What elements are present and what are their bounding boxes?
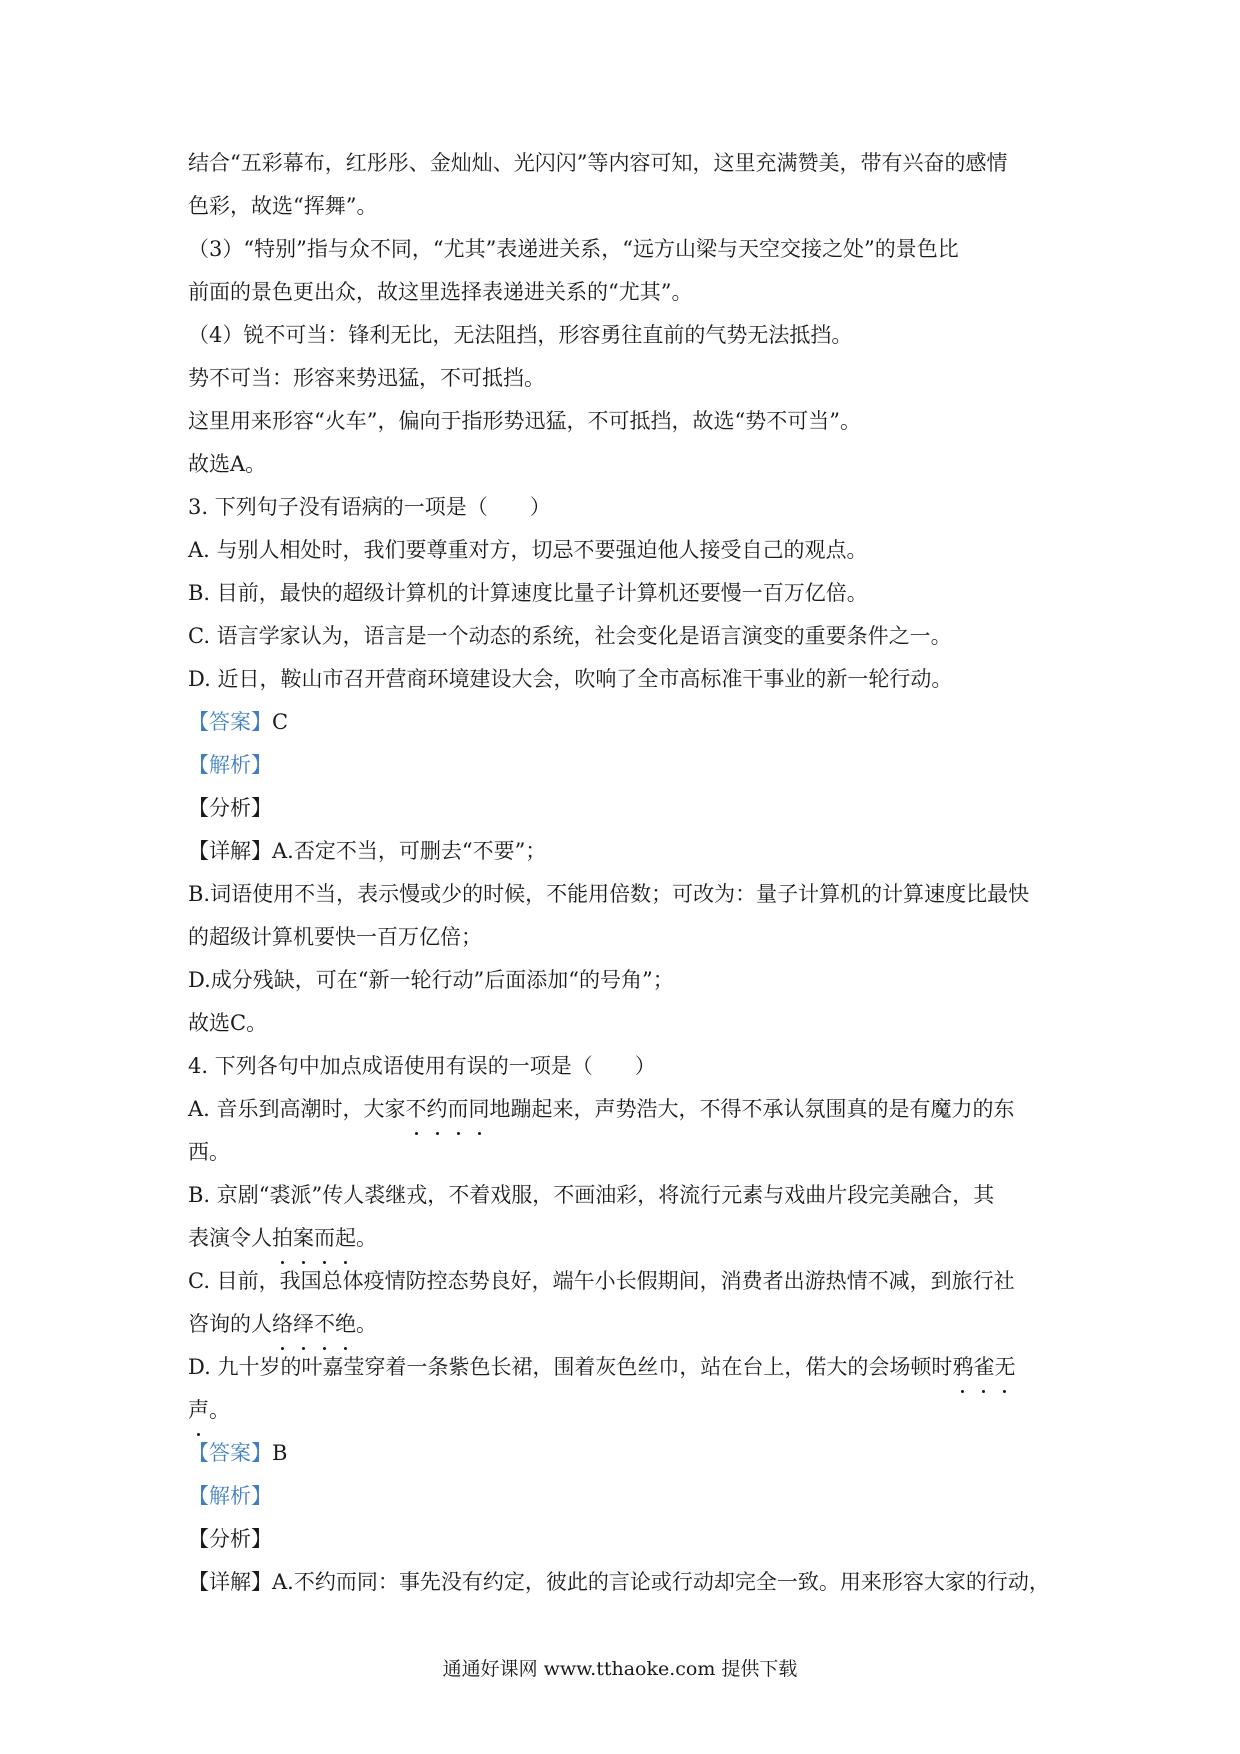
text-line: （4）锐不可当：锋利无比，无法阻挡，形容勇往直前的气势无法抵挡。 xyxy=(188,323,853,347)
option-text: 表演令人 xyxy=(188,1226,272,1250)
answer-label: 【答案】 xyxy=(188,710,272,734)
detail-text: A.不约而同：事先没有约定，彼此的言论或行动却完全一致。用来形容大家的行动， xyxy=(272,1570,1050,1594)
q3-detail-1 xyxy=(188,830,1058,873)
q4-option-c: C. 目前，我国总体疫情防控态势良好，端午小长假期间，消费者出游热情不减，到旅行社 xyxy=(188,1269,1015,1293)
detail-text: A.否定不当，可删去“不要”； xyxy=(272,839,547,863)
text-line: 结合“五彩幕布，红彤彤、金灿灿、光闪闪”等内容可知，这里充满赞美，带有兴奋的感情 xyxy=(188,151,1008,175)
dotted-char: 案 xyxy=(293,1217,314,1260)
answer-label: 【答案】 xyxy=(188,1441,272,1465)
q3-option-a: A. 与别人相处时，我们要尊重对方，切忌不要强迫他人接受自己的观点。 xyxy=(188,538,868,562)
q3-option-b: B. 目前，最快的超级计算机的计算速度比量子计算机还要慢一百万亿倍。 xyxy=(188,581,868,605)
option-text: 。 xyxy=(209,1398,230,1422)
option-text: D. 九十岁的叶嘉莹穿着一条紫色长裙，围着灰色丝巾，站在台上，偌大的会场顿时 xyxy=(188,1355,953,1379)
q4-option-d-cont xyxy=(188,1389,1058,1432)
q4-answer xyxy=(188,1432,1058,1475)
dotted-idiom xyxy=(272,1312,356,1336)
analysis-label: 【解析】 xyxy=(188,753,272,777)
page-footer: 通通好课网 www.tthaoke.com 提供下载 xyxy=(442,1658,798,1680)
detail-label: 【详解】 xyxy=(188,839,272,863)
q4-option-b: B. 京剧“裘派”传人裘继戎，不着戏服，不画油彩，将流行元素与戏曲片段完美融合，其 xyxy=(188,1183,995,1207)
q4-option-a-cont: 西。 xyxy=(188,1140,230,1164)
q4-option-b-cont xyxy=(188,1217,1058,1260)
dotted-char: 不 xyxy=(406,1088,427,1131)
q4-analysis xyxy=(188,1475,1058,1518)
text-line: 色彩，故选“挥舞”。 xyxy=(188,194,378,218)
q4-fenxi xyxy=(188,1518,1058,1561)
text-line: （3）“特别”指与众不同，“尤其”表递进关系，“远方山梁与天空交接之处”的景色比 xyxy=(188,237,959,261)
q3-option-c: C. 语言学家认为，语言是一个动态的系统，社会变化是语言演变的重要条件之一。 xyxy=(188,624,952,648)
q4-option-a xyxy=(188,1088,1058,1131)
q3-detail-2: B.词语使用不当，表示慢或少的时候，不能用倍数；可改为：量子计算机的计算速度比最快 xyxy=(188,882,1030,906)
fenxi-label: 【分析】 xyxy=(188,1527,272,1551)
q3-detail-4: D.成分残缺，可在“新一轮行动”后面添加“的号角”； xyxy=(188,968,674,992)
q3-fenxi xyxy=(188,787,1058,830)
q4-option-d xyxy=(188,1346,1058,1389)
option-text: 。 xyxy=(356,1312,377,1336)
text-line: 势不可当：形容来势迅猛，不可抵挡。 xyxy=(188,366,545,390)
dotted-char: 而 xyxy=(314,1217,335,1260)
dotted-char: 声 xyxy=(188,1389,209,1432)
question-3-stem: 3. 下列句子没有语病的一项是（ ） xyxy=(188,495,551,519)
text-line: 故选A。 xyxy=(188,452,267,476)
dotted-char: 起 xyxy=(335,1217,356,1260)
dotted-char: 鸦 xyxy=(952,1346,973,1389)
dotted-char: 拍 xyxy=(272,1217,293,1260)
q3-analysis xyxy=(188,744,1058,787)
dotted-char: 雀 xyxy=(973,1346,994,1389)
dotted-idiom xyxy=(272,1226,356,1250)
q4-option-c-cont xyxy=(188,1303,1058,1346)
dotted-idiom xyxy=(952,1355,1015,1379)
q3-detail-5: 故选C。 xyxy=(188,1011,268,1035)
q4-detail-1 xyxy=(188,1561,1058,1604)
text-line: 这里用来形容“火车”，偏向于指形势迅猛，不可抵挡，故选“势不可当”。 xyxy=(188,409,861,433)
dotted-char: 约 xyxy=(427,1088,448,1131)
dotted-char: 而 xyxy=(448,1088,469,1131)
detail-label: 【详解】 xyxy=(188,1570,272,1594)
option-text: 地蹦起来，声势浩大，不得不承认氛围真的是有魔力的东 xyxy=(489,1097,1015,1121)
question-4-stem: 4. 下列各句中加点成语使用有误的一项是（ ） xyxy=(188,1054,656,1078)
analysis-label: 【解析】 xyxy=(188,1484,272,1508)
dotted-char: 绎 xyxy=(293,1303,314,1346)
q3-detail-3: 的超级计算机要快一百万亿倍； xyxy=(188,925,482,949)
q3-answer xyxy=(188,701,1058,744)
dotted-char: 绝 xyxy=(335,1303,356,1346)
dotted-char: 不 xyxy=(314,1303,335,1346)
dotted-idiom xyxy=(188,1398,209,1422)
text-line: 前面的景色更出众，故这里选择表递进关系的“尤其”。 xyxy=(188,280,693,304)
option-text: 咨询的人 xyxy=(188,1312,272,1336)
answer-value: C xyxy=(272,710,289,734)
dotted-char: 络 xyxy=(272,1303,293,1346)
fenxi-label: 【分析】 xyxy=(188,796,272,820)
option-text: 。 xyxy=(356,1226,377,1250)
option-text: A. 音乐到高潮时，大家 xyxy=(188,1097,406,1121)
dotted-char: 同 xyxy=(469,1088,490,1131)
dotted-idiom xyxy=(406,1097,490,1121)
dotted-char: 无 xyxy=(994,1346,1015,1389)
page-content xyxy=(188,142,1058,1604)
q3-option-d: D. 近日，鞍山市召开营商环境建设大会，吹响了全市高标准干事业的新一轮行动。 xyxy=(188,667,953,691)
answer-value: B xyxy=(272,1441,288,1465)
